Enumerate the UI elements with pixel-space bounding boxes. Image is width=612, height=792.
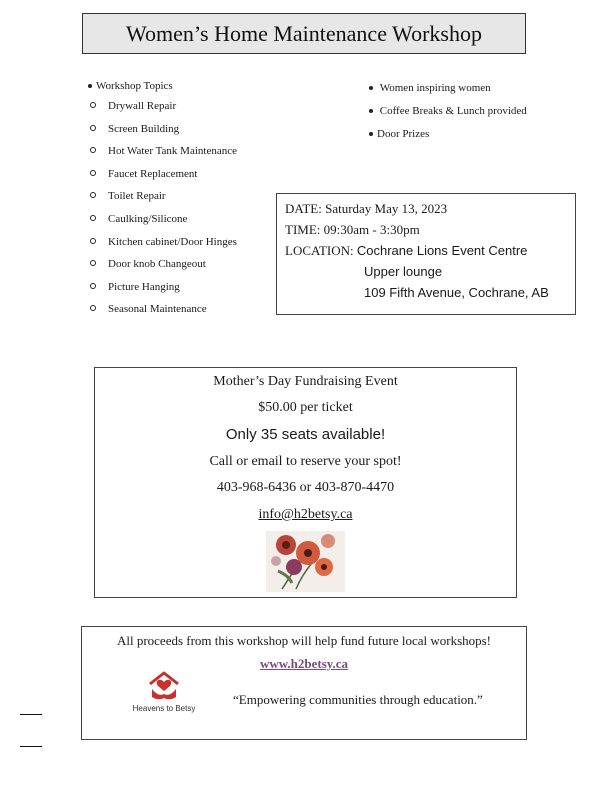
logo-text: Heavens to Betsy	[132, 704, 196, 713]
event-name: Mother’s Day Fundraising Event	[213, 374, 398, 389]
bullet-icon	[369, 86, 373, 90]
event-time: 09:30am - 3:30pm	[323, 222, 420, 237]
phone-numbers: 403-968-6436 or 403-870-4470	[216, 480, 395, 495]
heavens-to-betsy-logo	[124, 669, 204, 717]
highlight-item: Women inspiring women	[369, 80, 527, 103]
location-line: LOCATION: Cochrane Lions Event Centre	[285, 243, 528, 258]
proceeds-note: All proceeds from this workshop will help fund future local workshops!	[116, 633, 492, 648]
circle-bullet-icon	[90, 147, 96, 153]
venue-name: Cochrane Lions Event Centre	[356, 243, 528, 258]
circle-bullet-icon	[90, 215, 96, 221]
time-line: TIME: 09:30am - 3:30pm	[285, 222, 420, 237]
circle-bullet-icon	[90, 238, 96, 244]
bullet-icon	[88, 84, 92, 88]
venue-room: Upper lounge	[364, 264, 443, 279]
margin-mark	[20, 746, 42, 747]
topic-item: Seasonal Maintenance	[88, 301, 237, 324]
topics-heading: Workshop Topics	[88, 78, 237, 94]
highlight-item: Door Prizes	[369, 126, 527, 149]
seats-available: Only 35 seats available!	[225, 426, 386, 443]
bullet-icon	[369, 109, 373, 113]
topic-item: Screen Building	[88, 121, 237, 144]
circle-bullet-icon	[90, 192, 96, 198]
fundraising-event-box	[94, 367, 517, 598]
topic-item: Toilet Repair	[88, 188, 237, 211]
event-details-box	[276, 193, 576, 315]
circle-bullet-icon	[90, 283, 96, 289]
topic-item: Hot Water Tank Maintenance	[88, 143, 237, 166]
date-line: DATE: Saturday May 13, 2023	[285, 201, 448, 216]
footer-box	[81, 626, 527, 740]
highlight-item: Coffee Breaks & Lunch provided	[369, 103, 527, 126]
circle-bullet-icon	[90, 102, 96, 108]
highlights-list	[369, 80, 527, 149]
topic-item: Faucet Replacement	[88, 166, 237, 189]
event-date: Saturday May 13, 2023	[325, 201, 448, 216]
page-title: Women’s Home Maintenance Workshop	[82, 13, 526, 54]
topic-item: Door knob Changeout	[88, 256, 237, 279]
margin-mark	[20, 714, 42, 715]
workshop-topics-list	[88, 78, 237, 324]
email-link[interactable]: info@h2betsy.ca	[258, 507, 353, 522]
circle-bullet-icon	[90, 260, 96, 266]
bullet-icon	[369, 132, 373, 136]
circle-bullet-icon	[90, 170, 96, 176]
circle-bullet-icon	[90, 125, 96, 131]
reserve-cta: Call or email to reserve your spot!	[209, 454, 402, 469]
ticket-price: $50.00 per ticket	[258, 400, 353, 415]
venue-address: 109 Fifth Avenue, Cochrane, AB	[364, 285, 549, 300]
website-link[interactable]: www.h2betsy.ca	[259, 656, 349, 671]
tagline-quote: “Empowering communities through education.”	[233, 692, 483, 707]
flowers-image	[266, 531, 345, 592]
topic-item: Drywall Repair	[88, 98, 237, 121]
circle-bullet-icon	[90, 305, 96, 311]
topic-item: Caulking/Silicone	[88, 211, 237, 234]
topic-item: Kitchen cabinet/Door Hinges	[88, 234, 237, 257]
topic-item: Picture Hanging	[88, 279, 237, 302]
